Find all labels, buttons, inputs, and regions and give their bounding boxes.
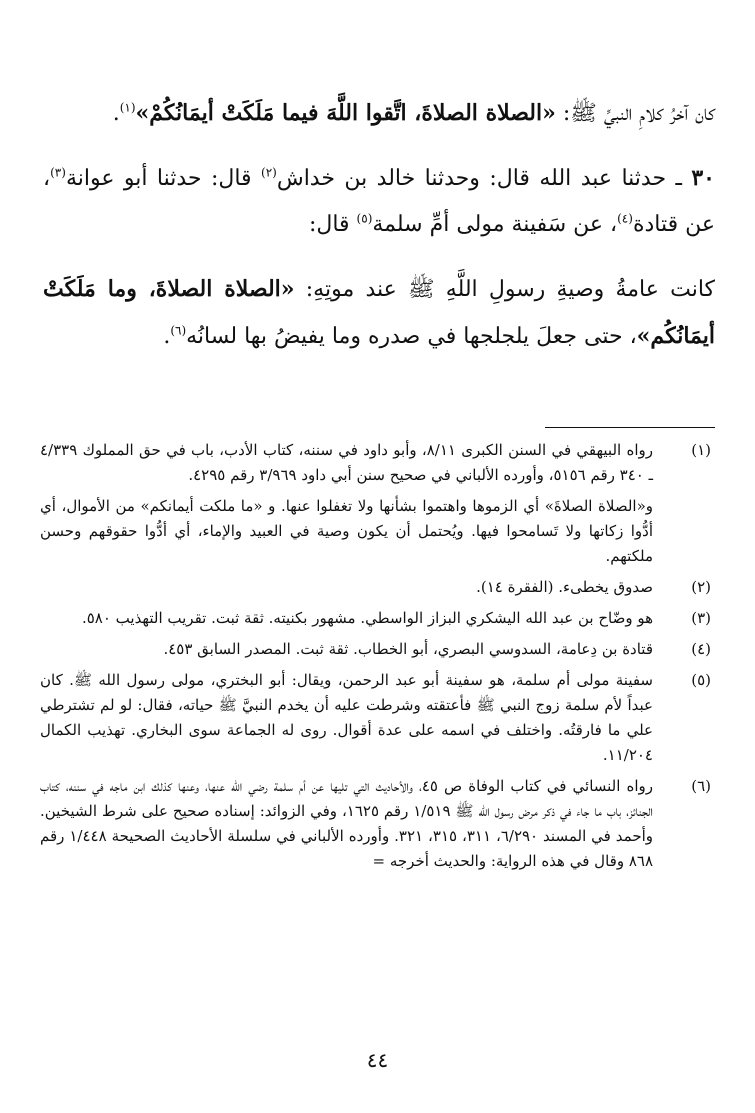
footnote-body [40,637,653,662]
footnote [40,637,715,662]
footnote-ref: (١) [119,100,136,115]
footnote-text: هو وضّاح بن عبد الله اليشكري البزاز الواسطي. مشهور بكنيته. ثقة ثبت. تقريب التهذيب ٥٨٠. [81,609,653,627]
footnote-text: و«الصلاة الصلاةَ» أي الزموها واهتموا بشأنها ولا تغفلوا عنها. و «ما ملكت أيمانكم» من الأموال، أي أدُّوا زكاتها ولا تَسامحوا فيها. ويُحتمل أن يكون وصية في العبيد والإماء، أي أدُّوا حقوقهم وحسن ملكتهم. [40,497,653,565]
footnote-text: رواه البيهقي في السنن الكبرى ٨/١١، وأبو داود في سننه، كتاب الأدب، باب في حق المملوك ٤/٣٣٩ ـ ٣٤٠ رقم ٥١٥٦، وأورده الألباني في صحيح سنن أبي داود ٣/٩٦٩ رقم ٤٢٩٥. [40,441,653,484]
hadith-quote: «الصلاة الصلاةَ، وما مَلَكَتْ أيمَانُكُم» [43,276,715,349]
page-number: ٤٤ [366,1048,389,1072]
footnote-body [40,438,653,569]
footnote-number: (٤) [691,640,711,658]
paragraph-1 [43,90,715,137]
footnote-body [40,774,653,874]
footnote-text: قتادة بن دِعامة، السدوسي البصري، أبو الخطاب. ثقة ثبت. المصدر السابق ٤٥٣. [163,640,653,658]
footnotes [40,432,715,874]
footnote-body [40,606,653,631]
footnote-ref: (٢) [261,165,277,180]
footnote-text: سفينة مولى أم سلمة، هو سفينة أبو عبد الرحمن، ويقال: أبو البختري، مولى رسول الله ﷺ. كان عبداً لأم سلمة زوج النبي ﷺ فأعتقته وشرطت عليه أن يخدم النبيَّ ﷺ حياته، فقال: لو لم تشترطي علي ما فارقتُه. واختلف في اسمه على عدة أقوال. روى له الجماعة سوى البخاري. تهذيب الكمال ١١/٢٠٤. [40,671,653,764]
paragraph-3 [43,266,715,360]
footnote-number: (١) [691,441,711,459]
paragraph-2 [43,155,715,248]
footnote-ref: (٣) [50,165,66,180]
text: ، عن سَفينة مولى أمِّ سلمة [372,212,618,237]
footnote [40,606,715,631]
footnote-body [40,668,653,768]
text: . [112,101,120,126]
text: قال: حدثنا أبو عوانة [65,166,262,191]
footnote-number: (٥) [691,671,711,689]
footnote [40,575,715,600]
text: ، عن قتادة [43,166,715,237]
text: . [163,324,171,349]
footnote [40,774,715,874]
footnote-divider [545,427,715,428]
text: قال: [308,212,357,237]
text: كان آخرُ كلامِ النبيِّ ﷺ: [555,101,715,126]
footnote-ref: (٥) [356,211,373,226]
footnote-body [40,575,653,600]
footnote-ref: (٤) [617,211,633,226]
footnote-number: (٢) [691,578,711,596]
footnote-number: (٦) [691,777,711,795]
text: ، حتى جعلَ يلجلجها في صدره وما يفيضُ بها لسانُه [186,324,637,349]
footnote-number: (٣) [691,609,711,627]
footnote [40,438,715,569]
main-text [43,90,715,360]
footnote-text: رواه النسائي في كتاب الوفاة ص ٤٥، والأحاديث التي تليها عن أم سلمة رضي الله عنها، وعنها كذلك ابن ماجه في سننه، كتاب الجنائز، باب ما جاء في ذكر مرض رسول الله ﷺ ١/٥١٩ رقم ١٦٢٥، وفي الزوائد: إسناده صحيح على شرط الشيخين. وأحمد في المسند ٦/٢٩٠، ٣١١، ٣١٥، ٣٢١. وأورده الألباني في سلسلة الأحاديث الصحيحة ١/٤٤٨ رقم ٨٦٨ وقال في هذه الرواية: والحديث أخرجه = [40,777,654,870]
text: كانت عامةُ وصيةِ رسولِ اللَّهِ ﷺ عند موتِهِ: [294,277,715,302]
footnote [40,668,715,768]
hadith-number: ٣٠ [691,165,715,191]
footnote-ref: (٦) [170,323,187,338]
footnote-text: صدوق يخطىء. (الفقرة ١٤). [476,578,653,596]
hadith-quote: «الصلاة الصلاةَ، اتَّقوا اللَّهَ فيما مَلَكَتْ أيمَانُكُمْ» [135,100,556,126]
text: ـ حدثنا عبد الله قال: وحدثنا خالد بن خداش [276,166,692,191]
